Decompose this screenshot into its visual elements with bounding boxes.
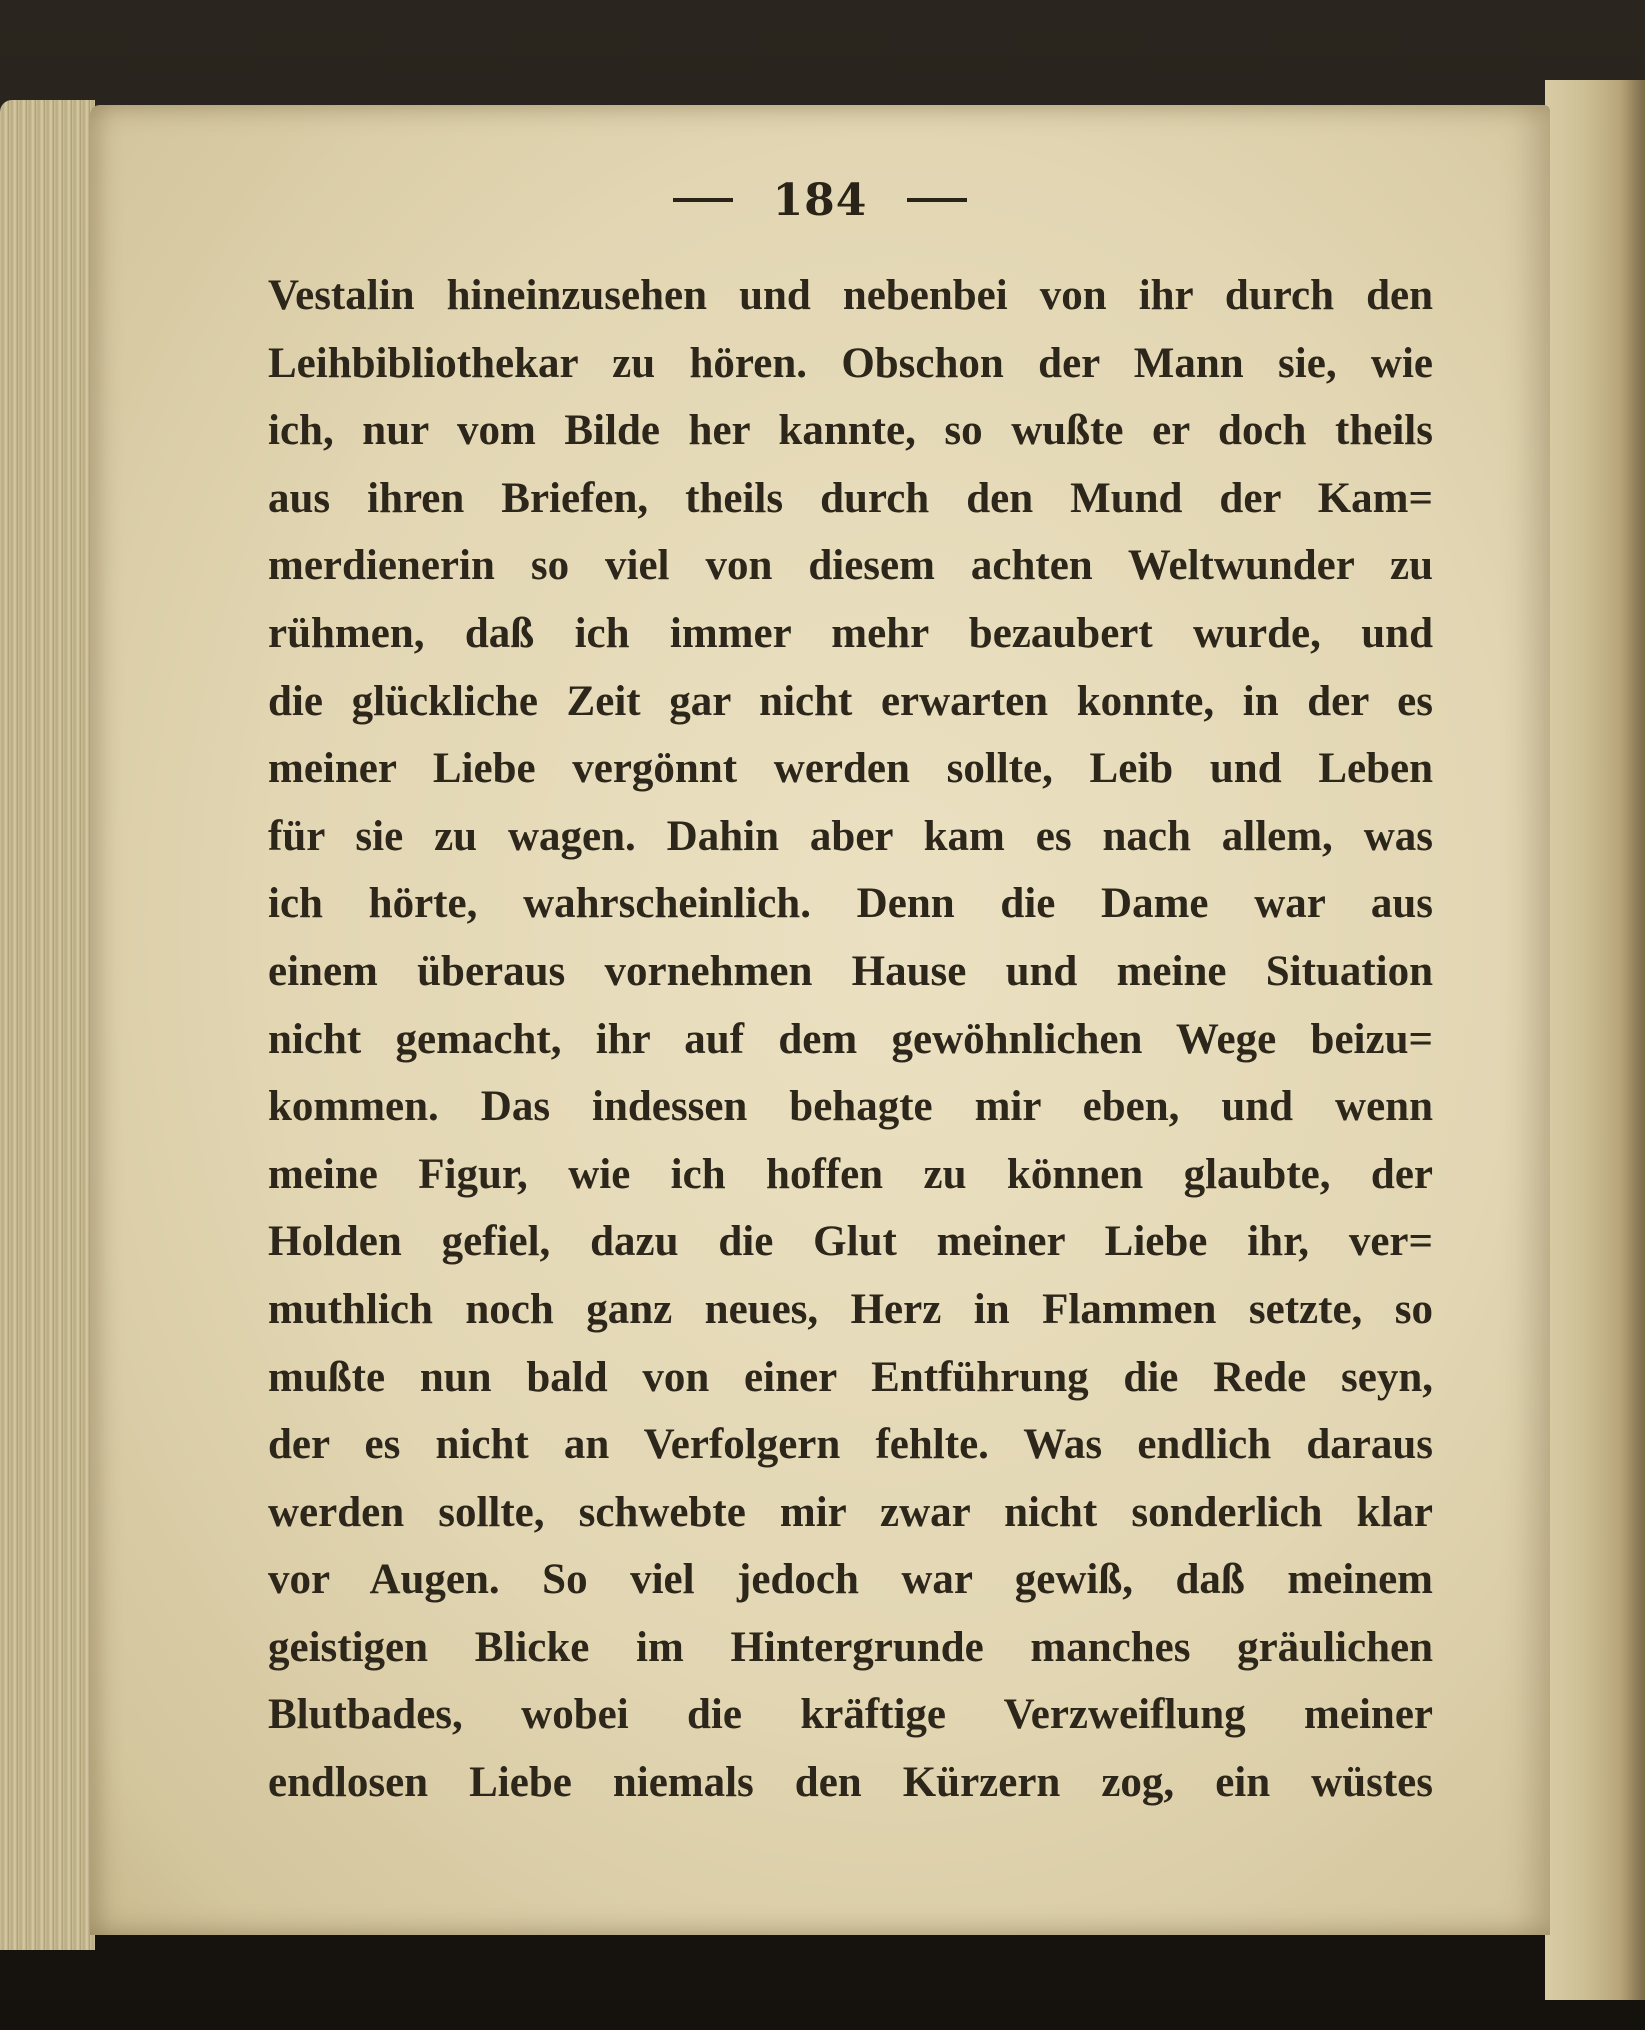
text-line: Blutbades, wobei die kräftige Verzweiflung meiner xyxy=(268,1691,1433,1739)
header-dash-left xyxy=(673,198,733,202)
text-line: ich, nur vom Bilde her kannte, so wußte er doch theils xyxy=(268,407,1433,455)
page-header xyxy=(630,165,1010,235)
text-line: Vestalin hineinzusehen und nebenbei von ihr durch den xyxy=(268,272,1433,319)
book-cover-edge-right xyxy=(1545,80,1645,2000)
text-line: Holden gefiel, dazu die Glut meiner Liebe ihr, ver= xyxy=(268,1218,1433,1266)
text-line: der es nicht an Verfolgern fehlte. Was endlich daraus xyxy=(268,1421,1433,1469)
text-line: vor Augen. So viel jedoch war gewiß, daß meinem xyxy=(268,1556,1433,1604)
text-line: endlosen Liebe niemals den Kürzern zog, ein wüstes xyxy=(268,1759,1433,1807)
page-number: 184 xyxy=(772,174,868,226)
text-line: mußte nun bald von einer Entführung die Rede seyn, xyxy=(268,1353,1433,1401)
text-line: Leihbibliothekar zu hören. Obschon der Mann sie, wie xyxy=(268,339,1433,387)
header-dash-right xyxy=(907,198,967,202)
text-line: ich hörte, wahrscheinlich. Denn die Dame war aus xyxy=(268,880,1433,928)
text-line: aus ihren Briefen, theils durch den Mund der Kam= xyxy=(268,474,1433,522)
text-line: nicht gemacht, ihr auf dem gewöhnlichen Wege beizu= xyxy=(268,1015,1433,1063)
text-line: merdienerin so viel von diesem achten Weltwunder zu xyxy=(268,542,1433,590)
text-line: die glückliche Zeit gar nicht erwarten konnte, in der es xyxy=(268,677,1433,725)
text-line: werden sollte, schwebte mir zwar nicht sonderlich klar xyxy=(268,1488,1433,1536)
text-line: meine Figur, wie ich hoffen zu können glaubte, der xyxy=(268,1150,1433,1198)
text-line: rühmen, daß ich immer mehr bezaubert wurde, und xyxy=(268,609,1433,657)
body-text xyxy=(268,262,1433,1817)
text-line: einem überaus vornehmen Hause und meine Situation xyxy=(268,947,1433,995)
text-line: kommen. Das indessen behagte mir eben, und wenn xyxy=(268,1083,1433,1131)
text-line: meiner Liebe vergönnt werden sollte, Leib und Leben xyxy=(268,745,1433,793)
text-line: geistigen Blicke im Hintergrunde manches gräulichen xyxy=(268,1623,1433,1671)
book-page-edges-left xyxy=(0,100,95,1950)
text-line: für sie zu wagen. Dahin aber kam es nach allem, was xyxy=(268,812,1433,860)
text-line: muthlich noch ganz neues, Herz in Flammen setzte, so xyxy=(268,1285,1433,1333)
